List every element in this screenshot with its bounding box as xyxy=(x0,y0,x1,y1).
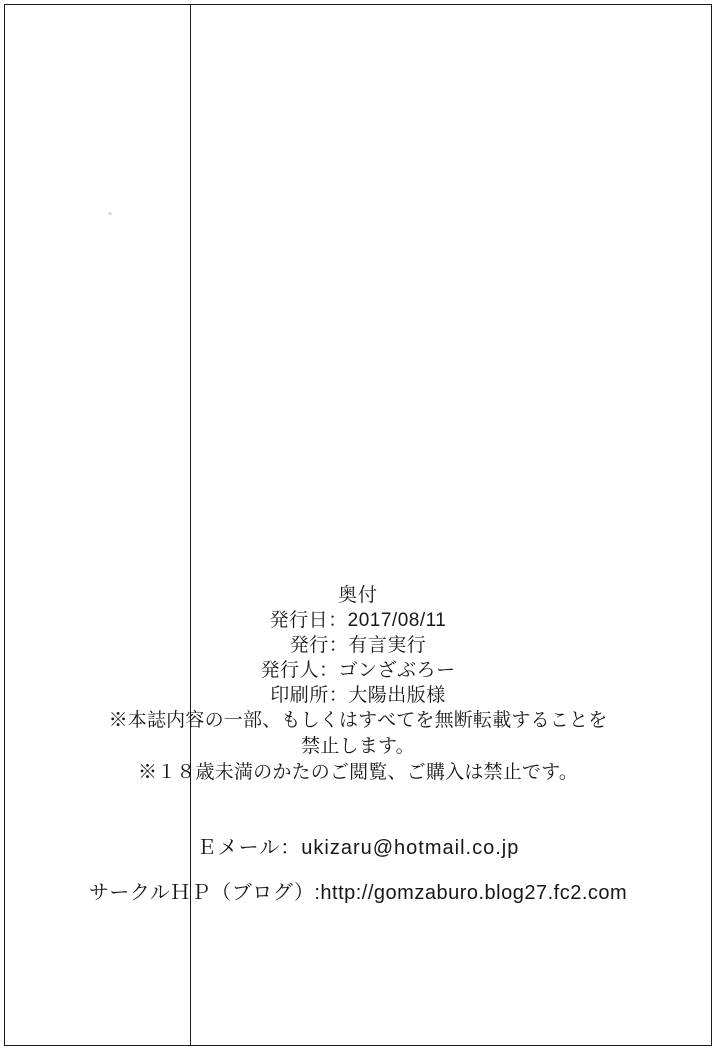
colophon-publisher-person: 発行人：ゴンざぶろー xyxy=(260,660,456,681)
print-speck xyxy=(108,212,112,215)
colophon-block xyxy=(5,583,711,786)
book-page xyxy=(4,4,712,1046)
colophon-heading: 奥付 xyxy=(337,585,378,606)
contact-block xyxy=(5,833,711,908)
colophon-notice-line-3: ※１８歳未満のかたのご閲覧、ご購入は禁止です。 xyxy=(137,762,579,783)
colophon-printer: 印刷所：大陽出版様 xyxy=(270,685,446,706)
colophon-notice-line-2: 禁止します。 xyxy=(301,736,415,757)
contact-email: Ｅメール：ukizaru@hotmail.co.jp xyxy=(196,837,520,859)
colophon-notice-line-1: ※本誌内容の一部、もしくはすべてを無断転載することを xyxy=(108,710,608,731)
colophon-publish-date: 発行日：2017/08/11 xyxy=(269,610,447,631)
colophon-publisher: 発行：有言実行 xyxy=(289,635,427,656)
contact-homepage: サークルＨＰ（ブログ）:http://gomzaburo.blog27.fc2.com xyxy=(88,882,628,904)
